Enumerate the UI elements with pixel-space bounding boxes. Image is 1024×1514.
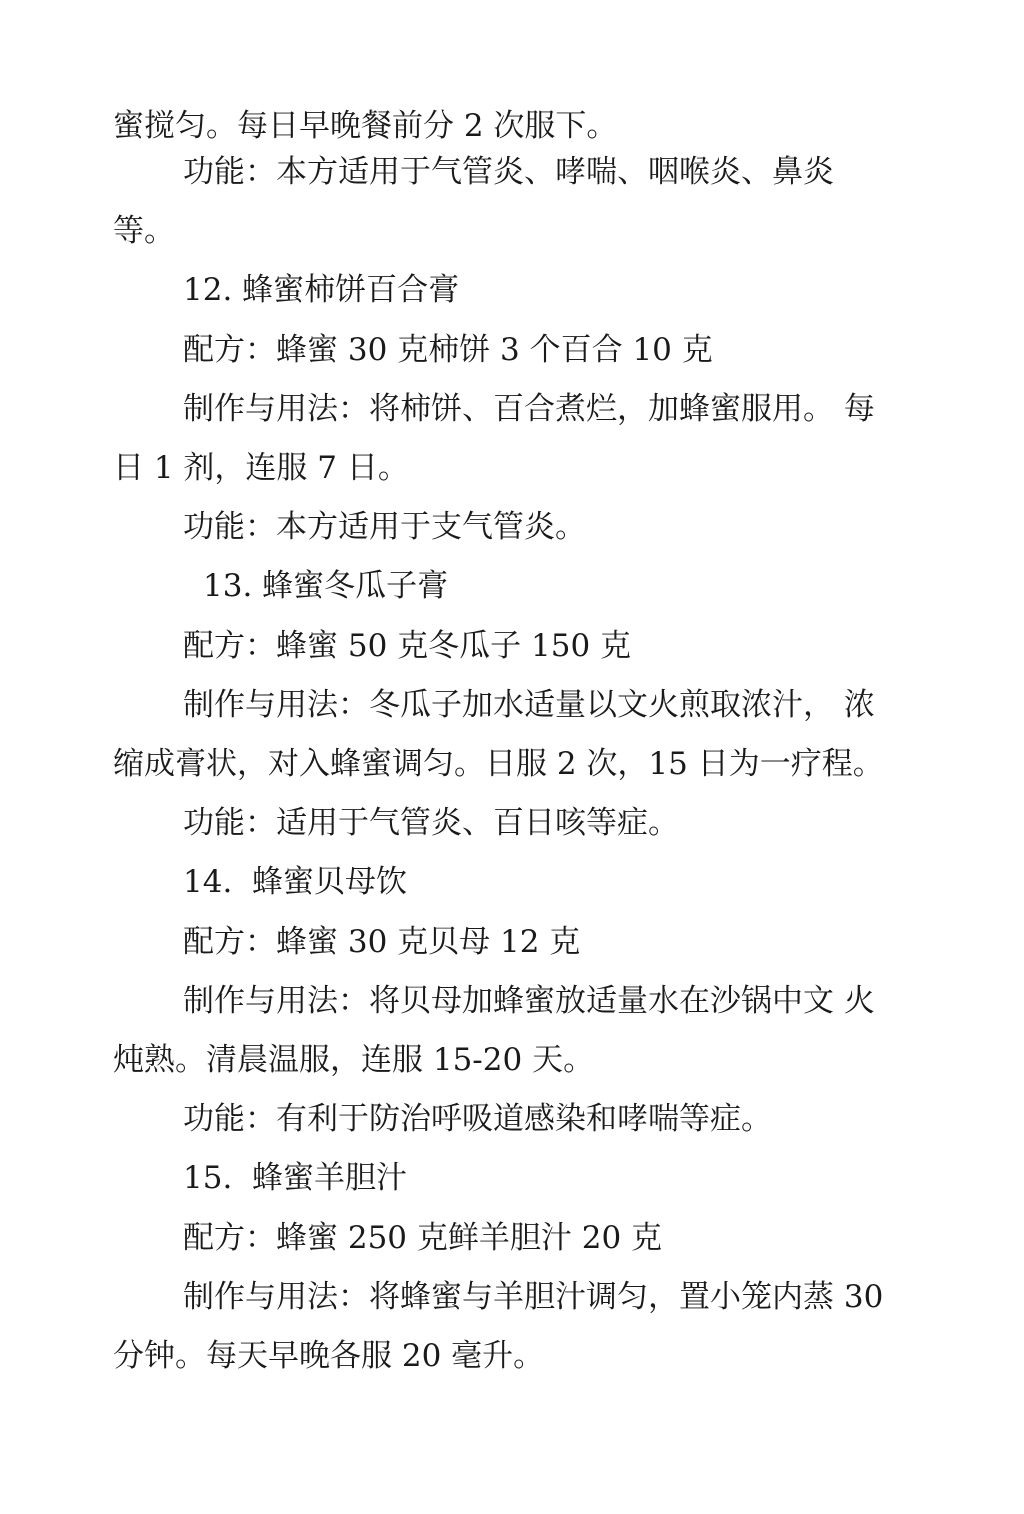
text-line: 等。 (113, 213, 175, 249)
text-line: 配方：蜂蜜 250 克鲜羊胆汁 20 克 (183, 1220, 663, 1256)
text-line: 功能：适用于气管炎、百日咳等症。 (183, 805, 679, 841)
text-line: 日 1 剂，连服 7 日。 (113, 450, 409, 486)
text-line: 配方：蜂蜜 50 克冬瓜子 150 克 (183, 628, 632, 664)
section-heading: 14. 蜂蜜贝母饮 (183, 864, 408, 900)
text-line: 功能：本方适用于支气管炎。 (183, 509, 586, 545)
text-line: 制作与用法：将蜂蜜与羊胆汁调匀，置小笼内蒸 30 (183, 1279, 884, 1315)
text-line: 炖熟。清晨温服，连服 15-20 天。 (113, 1042, 595, 1078)
text-line: 制作与用法：冬瓜子加水适量以文火煎取浓汁， 浓 (183, 687, 875, 723)
section-heading: 12. 蜂蜜柿饼百合膏 (183, 272, 460, 308)
text-line: 制作与用法：将贝母加蜂蜜放适量水在沙锅中文 火 (183, 983, 875, 1019)
text-line: 缩成膏状，对入蜂蜜调匀。日服 2 次，15 日为一疗程。 (113, 746, 884, 782)
text-line: 配方：蜂蜜 30 克柿饼 3 个百合 10 克 (183, 332, 713, 368)
section-heading: 15. 蜂蜜羊胆汁 (183, 1160, 408, 1196)
text-line: 配方：蜂蜜 30 克贝母 12 克 (183, 924, 581, 960)
section-heading: 13. 蜂蜜冬瓜子膏 (203, 568, 449, 604)
text-line: 制作与用法：将柿饼、百合煮烂，加蜂蜜服用。 每 (183, 391, 875, 427)
text-line: 功能：本方适用于气管炎、哮喘、咽喉炎、鼻炎 (183, 154, 834, 190)
text-line: 分钟。每天早晚各服 20 毫升。 (113, 1338, 545, 1374)
text-line: 蜜搅匀。每日早晚餐前分 2 次服下。 (113, 108, 618, 144)
text-line: 功能：有利于防治呼吸道感染和哮喘等症。 (183, 1101, 772, 1137)
